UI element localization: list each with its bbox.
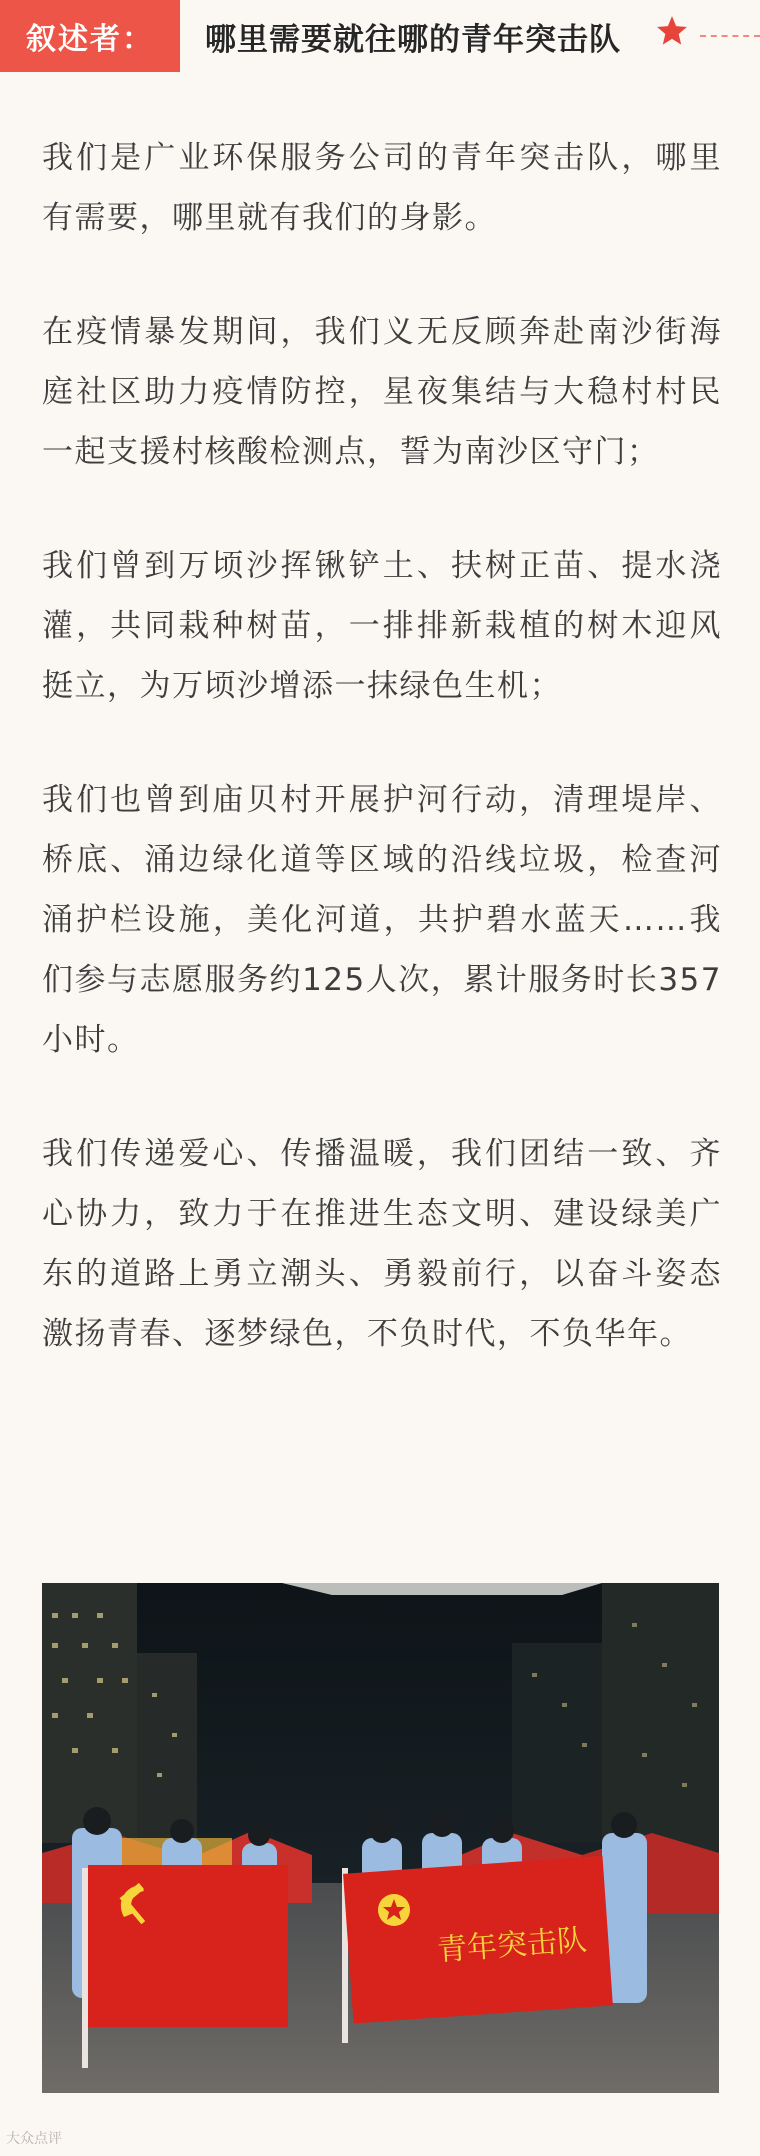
paragraph: 我们是广业环保服务公司的青年突击队，哪里有需要，哪里就有我们的身影。 xyxy=(42,140,722,236)
team-photo xyxy=(42,1583,719,2093)
star-icon xyxy=(655,14,689,48)
paragraph: 我们传递爱心、传播温暖，我们团结一致、齐心协力，致力于在推进生态文明、建设绿美广东的道路上勇立潮头、勇毅前行，以奋斗姿态激扬青春、逐梦绿色，不负时代，不负华年。 xyxy=(42,1136,722,1352)
narrator-tag: 叙述者： xyxy=(0,0,180,72)
section-title: 哪里需要就往哪的青年突击队 xyxy=(205,21,621,58)
paragraph: 我们也曾到庙贝村开展护河行动，清理堤岸、桥底、涌边绿化道等区域的沿线垃圾，检查河涌护栏设施，美化河道，共护碧水蓝天……我们参与志愿服务约125人次，累计服务时长357小时。 xyxy=(42,782,722,1058)
paragraph: 在疫情暴发期间，我们义无反顾奔赴南沙街海庭社区助力疫情防控，星夜集结与大稳村村民一起支援村核酸检测点，誓为南沙区守门； xyxy=(42,314,722,470)
flag-text: 青年突击队 xyxy=(435,1922,589,1969)
paragraph: 我们曾到万顷沙挥锹铲土、扶树正苗、提水浇灌，共同栽种树苗，一排排新栽植的树木迎风挺立，为万顷沙增添一抹绿色生机； xyxy=(42,548,722,704)
article-body xyxy=(42,128,722,1418)
watermark: 大众点评 xyxy=(6,2131,62,2147)
section-header xyxy=(0,0,760,86)
decorative-dashed-line xyxy=(700,35,760,37)
